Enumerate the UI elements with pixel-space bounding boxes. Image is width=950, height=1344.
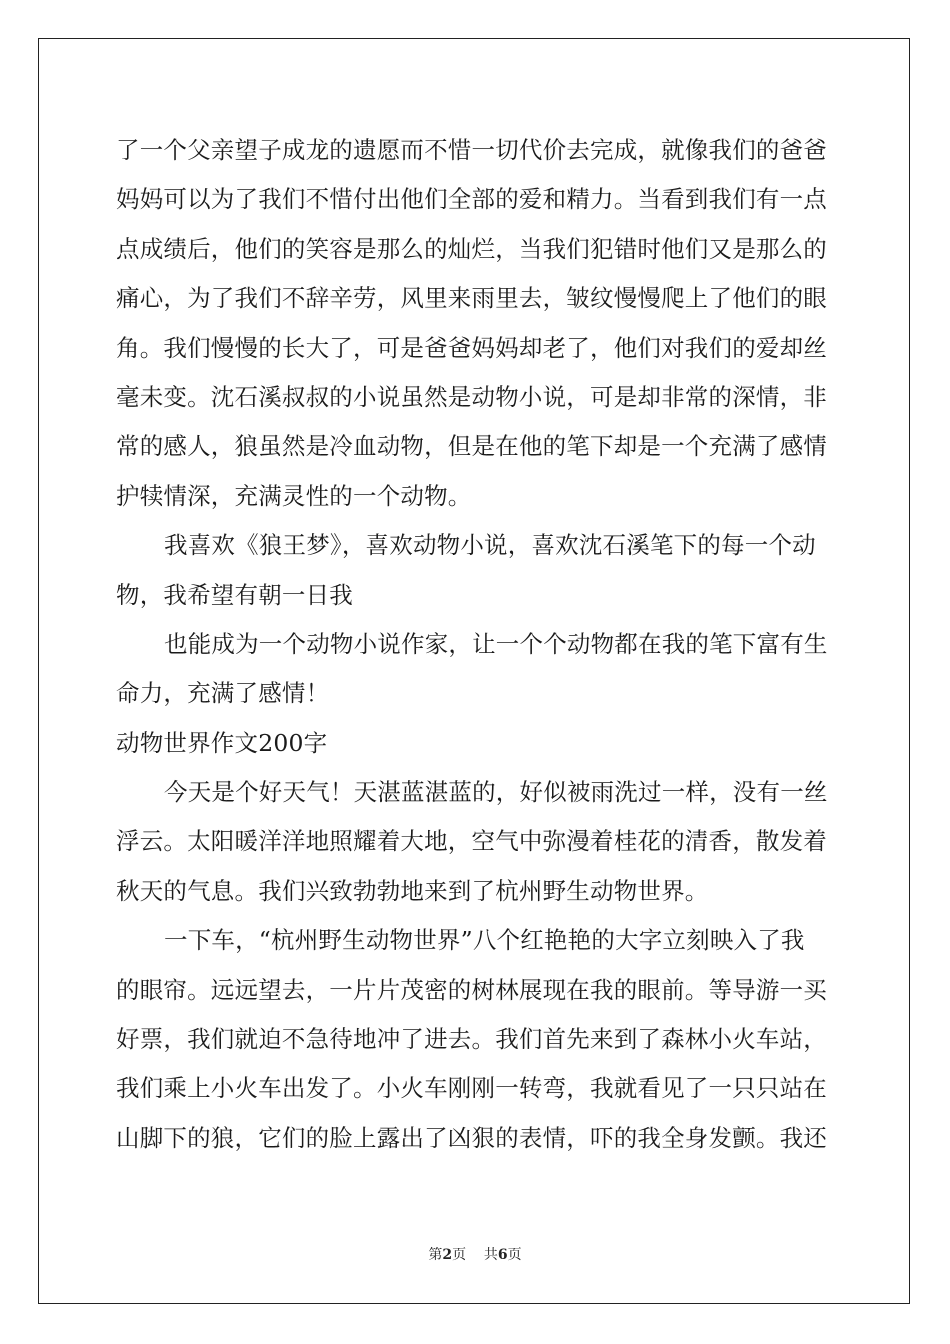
text-line: 好票，我们就迫不急待地冲了进去。我们首先来到了森林小火车站，	[116, 1025, 827, 1054]
text-line: 点成绩后，他们的笑容是那么的灿烂，当我们犯错时他们又是那么的	[116, 234, 827, 263]
text-line: 我们乘上小火车出发了。小火车刚刚一转弯，我就看见了一只只站在	[116, 1074, 827, 1103]
text-line: 我喜欢《狼王梦》，喜欢动物小说，喜欢沈石溪笔下的每一个动	[164, 531, 816, 560]
text-line: 毫未变。沈石溪叔叔的小说虽然是动物小说，可是却非常的深情，非	[116, 382, 827, 411]
text-line: 浮云。太阳暖洋洋地照耀着大地，空气中弥漫着桂花的清香，散发着	[116, 827, 827, 856]
text-line: 的眼帘。远远望去，一片片茂密的树林展现在我的眼前。等导游一买	[116, 975, 827, 1004]
page-number: 2	[442, 1247, 453, 1263]
total-pages: 6	[497, 1247, 508, 1263]
total-prefix: 共	[483, 1247, 498, 1263]
text-line: 山脚下的狼，它们的脸上露出了凶狠的表情，吓的我全身发颤。我还	[116, 1123, 827, 1152]
text-line: 物，我希望有朝一日我	[116, 580, 353, 609]
total-suffix: 页	[507, 1247, 522, 1263]
text-line: 了一个父亲望子成龙的遗愿而不惜一切代价去完成，就像我们的爸爸	[116, 136, 827, 164]
page-footer	[0, 1244, 950, 1264]
text-line: 痛心，为了我们不辞辛劳，风里来雨里去，皱纹慢慢爬上了他们的眼	[116, 284, 827, 313]
text-line: 也能成为一个动物小说作家，让一个个动物都在我的笔下富有生	[164, 629, 828, 658]
page-suffix: 页	[452, 1247, 467, 1263]
section-heading: 动物世界作文200字	[116, 728, 328, 757]
text-line: 秋天的气息。我们兴致勃勃地来到了杭州野生动物世界。	[116, 876, 709, 905]
text-line: 常的感人，狼虽然是冷血动物，但是在他的笔下却是一个充满了感情	[116, 432, 827, 461]
text-line: 命力，充满了感情！	[116, 679, 330, 708]
text-line: 护犊情深，充满灵性的一个动物。	[116, 481, 472, 510]
text-line: 今天是个好天气！天湛蓝湛蓝的，好似被雨洗过一样，没有一丝	[164, 778, 828, 807]
page-prefix: 第	[428, 1247, 443, 1263]
document-body	[116, 126, 836, 1163]
text-line: 妈妈可以为了我们不惜付出他们全部的爱和精力。当看到我们有一点	[116, 185, 827, 214]
text-line: 一下车，“杭州野生动物世界”八个红艳艳的大字立刻映入了我	[164, 926, 805, 955]
text-line: 角。我们慢慢的长大了，可是爸爸妈妈却老了，他们对我们的爱却丝	[116, 333, 827, 362]
